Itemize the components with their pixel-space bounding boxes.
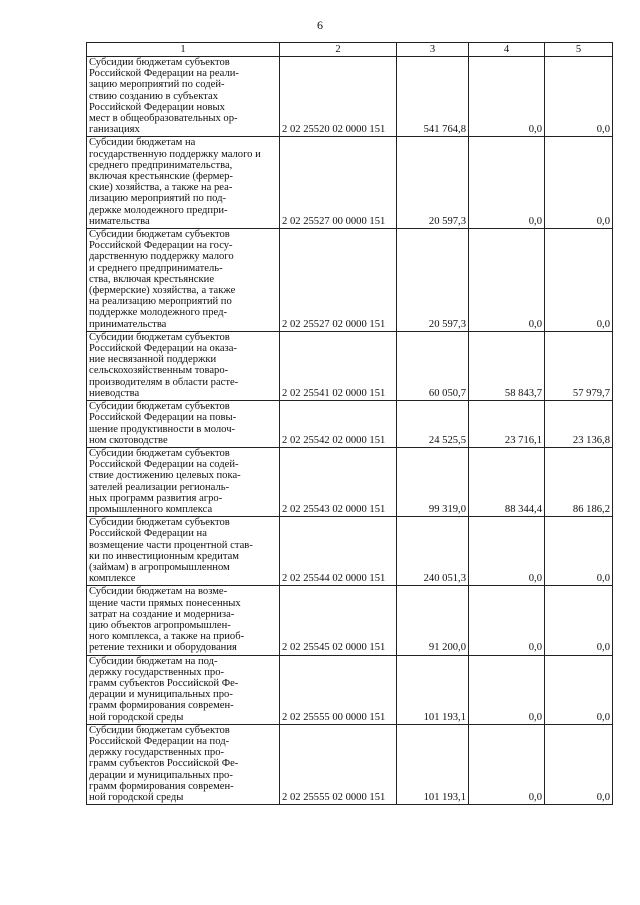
amount-col4: 0,0 bbox=[469, 724, 545, 804]
table-row bbox=[87, 586, 613, 655]
row-description: Субсидии бюджетам субъектов Российской Федерации на содей- ствие достижению целевых пока- зателей реализации региональ- ных программ развития агро- промышленного комплекса bbox=[87, 447, 280, 516]
column-header: 3 bbox=[397, 43, 469, 57]
budget-code: 2 02 25527 02 0000 151 bbox=[280, 229, 397, 332]
row-description: Субсидии бюджетам субъектов Российской Федерации на госу- дарственную поддержку малого и среднего предприниматель- ства, включая крестьянские (фермерские) хозяйства, а также на реализацию мероприятий по поддержке молодежного пред- принимательства bbox=[87, 229, 280, 332]
row-description: Субсидии бюджетам субъектов Российской Федерации на оказа- ние несвязанной поддержки сельскохозяйственным товаро- производителям в области расте- ниеводства bbox=[87, 331, 280, 400]
column-header: 5 bbox=[545, 43, 613, 57]
amount-col4: 0,0 bbox=[469, 57, 545, 137]
budget-code: 2 02 25542 02 0000 151 bbox=[280, 401, 397, 448]
table-row bbox=[87, 655, 613, 724]
amount-col5: 0,0 bbox=[545, 229, 613, 332]
table-row bbox=[87, 137, 613, 229]
amount-col3: 101 193,1 bbox=[397, 724, 469, 804]
amount-col5: 23 136,8 bbox=[545, 401, 613, 448]
budget-code: 2 02 25544 02 0000 151 bbox=[280, 517, 397, 586]
table-row bbox=[87, 447, 613, 516]
budget-code: 2 02 25541 02 0000 151 bbox=[280, 331, 397, 400]
budget-code: 2 02 25543 02 0000 151 bbox=[280, 447, 397, 516]
amount-col3: 60 050,7 bbox=[397, 331, 469, 400]
row-description: Субсидии бюджетам на под- держку государственных про- грамм субъектов Российской Фе- дерации и муниципальных про- грамм формирования современ- ной городской среды bbox=[87, 655, 280, 724]
row-description: Субсидии бюджетам на возме- щение части прямых понесенных затрат на создание и модерниза- цию объектов агропромышлен- ного комплекса, а также на приоб- ретение техники и оборудования bbox=[87, 586, 280, 655]
table-row bbox=[87, 57, 613, 137]
budget-code: 2 02 25555 00 0000 151 bbox=[280, 655, 397, 724]
column-header: 2 bbox=[280, 43, 397, 57]
amount-col4: 88 344,4 bbox=[469, 447, 545, 516]
amount-col4: 0,0 bbox=[469, 517, 545, 586]
row-description: Субсидии бюджетам субъектов Российской Федерации на под- держку государственных про- грамм субъектов Российской Фе- дерации и муниципальных про- грамм формирования современ- ной городской среды bbox=[87, 724, 280, 804]
column-header: 4 bbox=[469, 43, 545, 57]
amount-col4: 0,0 bbox=[469, 655, 545, 724]
amount-col5: 57 979,7 bbox=[545, 331, 613, 400]
table-row bbox=[87, 331, 613, 400]
amount-col5: 86 186,2 bbox=[545, 447, 613, 516]
amount-col3: 20 597,3 bbox=[397, 137, 469, 229]
table-header-row bbox=[87, 43, 613, 57]
amount-col3: 24 525,5 bbox=[397, 401, 469, 448]
amount-col3: 541 764,8 bbox=[397, 57, 469, 137]
table-row bbox=[87, 401, 613, 448]
amount-col3: 240 051,3 bbox=[397, 517, 469, 586]
amount-col5: 0,0 bbox=[545, 137, 613, 229]
table-row bbox=[87, 517, 613, 586]
budget-code: 2 02 25527 00 0000 151 bbox=[280, 137, 397, 229]
amount-col3: 91 200,0 bbox=[397, 586, 469, 655]
amount-col4: 23 716,1 bbox=[469, 401, 545, 448]
table-row bbox=[87, 229, 613, 332]
budget-code: 2 02 25520 02 0000 151 bbox=[280, 57, 397, 137]
table-row bbox=[87, 724, 613, 804]
amount-col4: 0,0 bbox=[469, 137, 545, 229]
amount-col4: 0,0 bbox=[469, 586, 545, 655]
amount-col5: 0,0 bbox=[545, 517, 613, 586]
page-number: 6 bbox=[317, 18, 323, 32]
amount-col4: 58 843,7 bbox=[469, 331, 545, 400]
row-description: Субсидии бюджетам на государственную поддержку малого и среднего предпринимательства, включая крестьянские (фермер- ские) хозяйства, а также на реа- лизацию мероприятий по под- держке молодежного предпри- нимательства bbox=[87, 137, 280, 229]
row-description: Субсидии бюджетам субъектов Российской Федерации на возмещение части процентной став- ки по инвестиционным кредитам (займам) в агропромышленном комплексе bbox=[87, 517, 280, 586]
row-description: Субсидии бюджетам субъектов Российской Федерации на повы- шение продуктивности в молоч- ном скотоводстве bbox=[87, 401, 280, 448]
budget-table bbox=[86, 42, 613, 805]
amount-col3: 101 193,1 bbox=[397, 655, 469, 724]
budget-code: 2 02 25555 02 0000 151 bbox=[280, 724, 397, 804]
amount-col5: 0,0 bbox=[545, 655, 613, 724]
amount-col4: 0,0 bbox=[469, 229, 545, 332]
amount-col5: 0,0 bbox=[545, 724, 613, 804]
amount-col5: 0,0 bbox=[545, 586, 613, 655]
budget-code: 2 02 25545 02 0000 151 bbox=[280, 586, 397, 655]
amount-col5: 0,0 bbox=[545, 57, 613, 137]
amount-col3: 20 597,3 bbox=[397, 229, 469, 332]
row-description: Субсидии бюджетам субъектов Российской Федерации на реали- зацию мероприятий по содей- ствию созданию в субъектах Российской Федерации новых мест в общеобразовательных ор- ганизациях bbox=[87, 57, 280, 137]
amount-col3: 99 319,0 bbox=[397, 447, 469, 516]
column-header: 1 bbox=[87, 43, 280, 57]
